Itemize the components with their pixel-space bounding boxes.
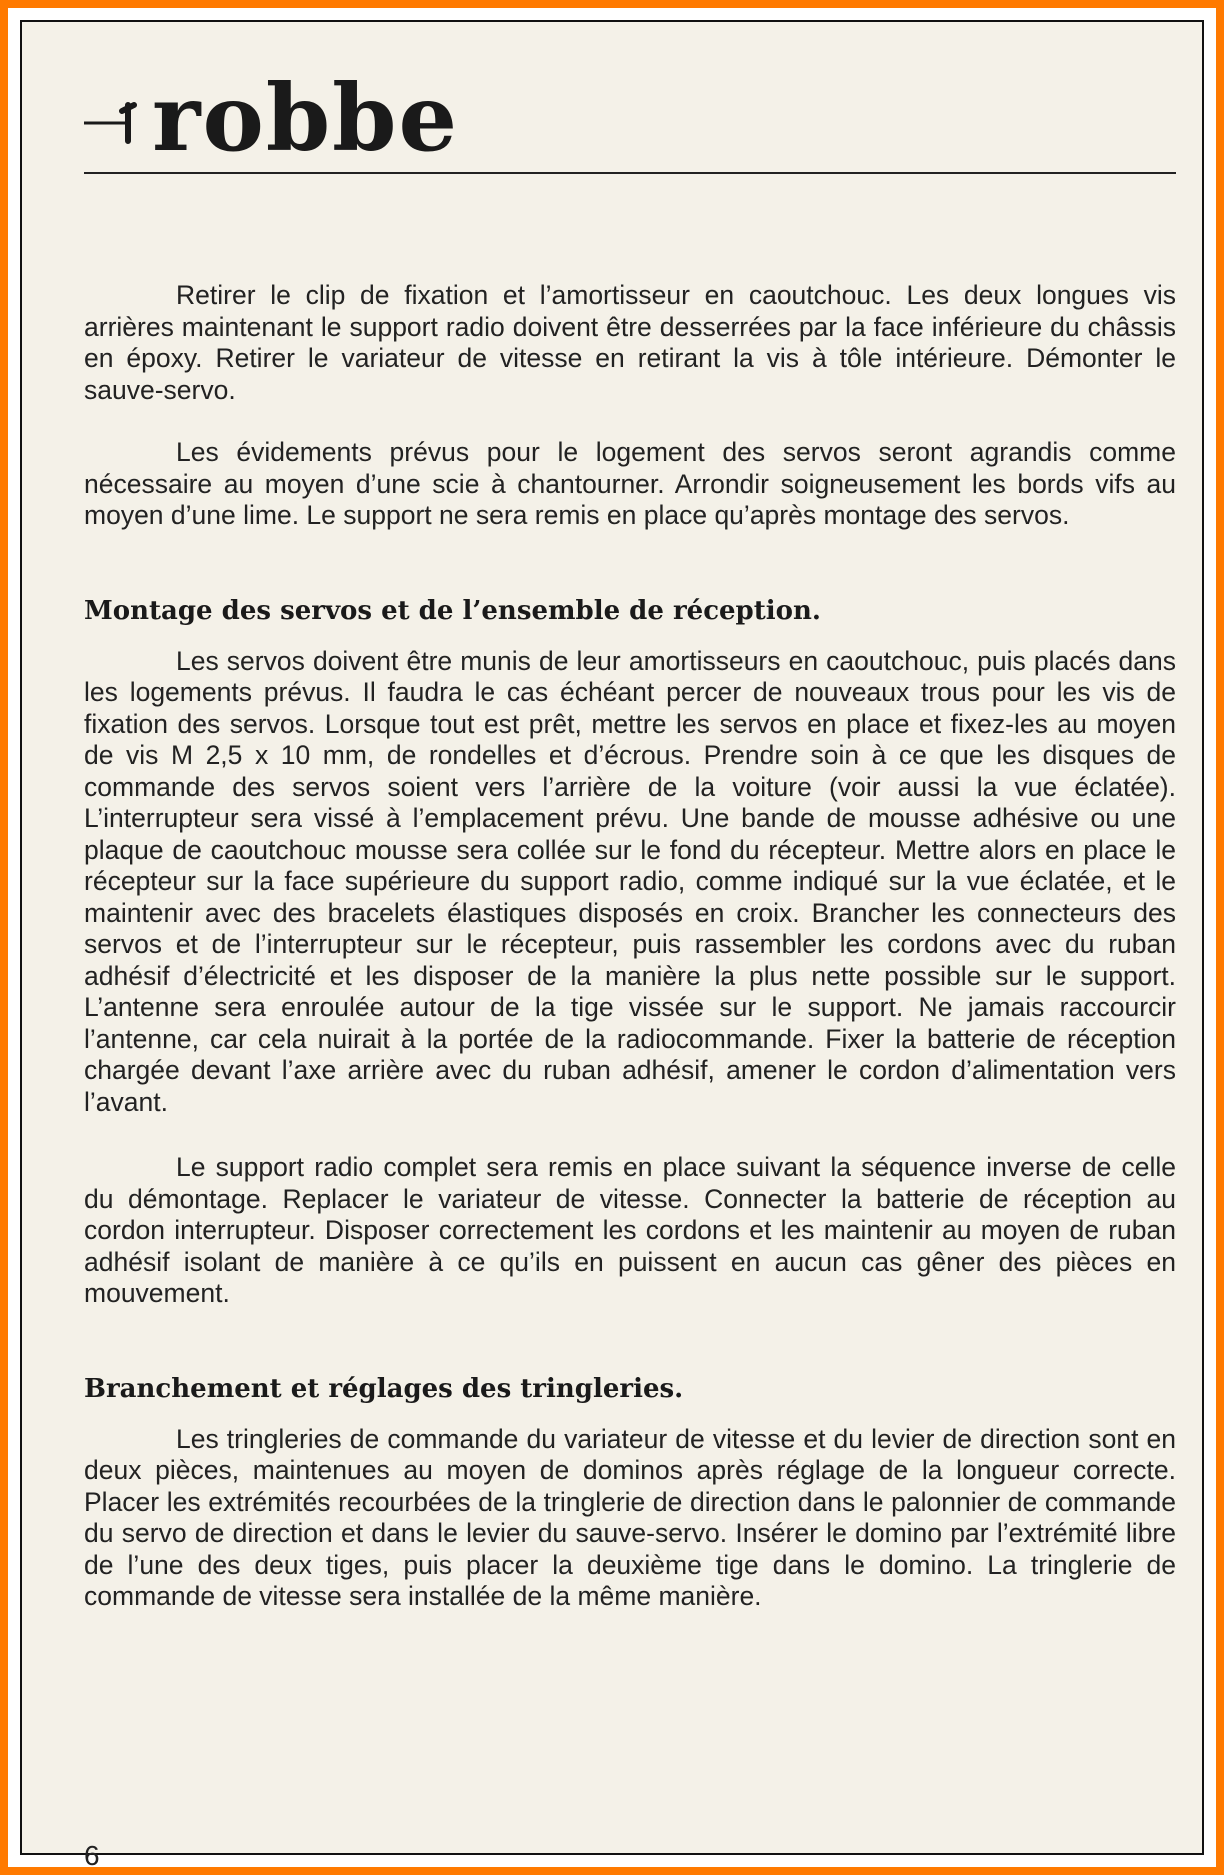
brand-name: robbe bbox=[152, 64, 460, 172]
document-body bbox=[84, 280, 1176, 1613]
brand-logo bbox=[84, 64, 460, 172]
paragraph-1: Retirer le clip de fixation et l’amortisseur en caoutchouc. Les deux longues vis arrières maintenant le support radio doivent être desserrées par la face inférieure du châssis en époxy. Retirer le variateur de vitesse en retirant la vis à tôle intérieure. Démonter le sauve-servo. bbox=[84, 280, 1176, 405]
header-divider bbox=[84, 172, 1176, 174]
document-page bbox=[20, 20, 1204, 1871]
paragraph-2: Les évidements prévus pour le logement des servos seront agrandis comme nécessaire au moyen d’une scie à chantourner. Arrondir soigneusement les bords vifs au moyen d’une lime. Le support ne sera remis en place qu’après montage des servos. bbox=[84, 437, 1176, 530]
brand-mark-icon bbox=[84, 91, 144, 151]
paragraph-5: Les tringleries de commande du variateur de vitesse et du levier de direction sont en deux pièces, maintenues au moyen de dominos après réglage de la longueur correcte. Placer les extrémités recourbées de la tringlerie de direction dans le palonnier de commande du servo de direction et dans le levier du sauve-servo. Insérer le domino par l’extrémité libre de l’une des deux tiges, puis placer la deuxième tige dans le domino. La tringlerie de commande de vitesse sera installée de la même manière. bbox=[84, 1423, 1176, 1611]
section-heading-1: Montage des servos et de l’ensemble de réception. bbox=[84, 595, 821, 626]
page-number: 6 bbox=[84, 1840, 100, 1871]
paragraph-3: Les servos doivent être munis de leur amortisseurs en caoutchouc, puis placés dans les logements prévus. Il faudra le cas échéant percer de nouveaux trous pour les vis de fixation des servos. Lorsque tout est prêt, mettre les servos en place et fixez-les au moyen de vis M 2,5 x 10 mm, de rondelles et d’écrous. Prendre soin à ce que les disques de commande des servos soient vers l’arrière de la voiture (voir aussi la vue éclatée). L’interrupteur sera vissé à l’emplacement prévu. Une bande de mousse adhésive ou une plaque de caoutchouc mousse sera collée sur le fond du récepteur. Mettre alors en place le récepteur sur la face supérieure du support radio, comme indiqué sur la vue éclatée, et le maintenir avec des bracelets élastiques disposés en croix. Brancher les connecteurs des servos et de l’interrupteur sur le récepteur, puis rassembler les cordons avec du ruban adhésif d’électricité et les disposer de la manière la plus nette possible sur le support. L’antenne sera enroulée autour de la tige vissée sur le support. Ne jamais raccourcir l’antenne, car cela nuirait à la portée de la radiocommande. Fixer la batterie de réception chargée devant l’axe arrière avec du ruban adhésif, amener le cordon d’alimentation vers l’avant. bbox=[84, 645, 1176, 1117]
paragraph-4: Le support radio complet sera remis en place suivant la séquence inverse de celle du démontage. Replacer le variateur de vitesse. Connecter la batterie de réception au cordon interrupteur. Disposer correctement les cordons et les maintenir au moyen de ruban adhésif isolant de manière à ce qu’ils en puissent en aucun cas gêner des pièces en mouvement. bbox=[84, 1152, 1176, 1308]
section-heading-2: Branchement et réglages des tringleries. bbox=[84, 1373, 684, 1404]
